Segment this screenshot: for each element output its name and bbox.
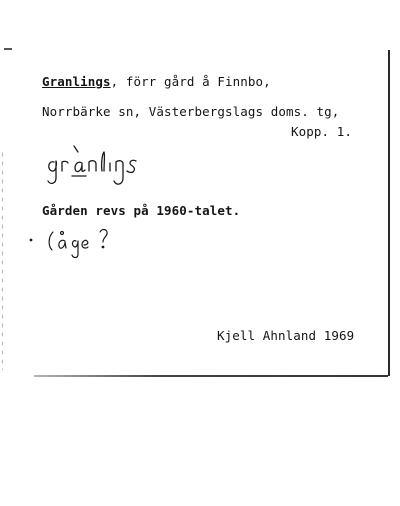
handwritten-pronunciation <box>44 140 174 196</box>
handwritten-note <box>26 224 136 264</box>
parish-line: Norrbärke sn, Västerbergslags doms. tg, <box>42 104 340 119</box>
place-description: , förr gård å Finnbo, <box>110 74 271 89</box>
card-right-edge <box>388 50 390 376</box>
signature: Kjell Ahnland 1969 <box>217 328 355 343</box>
heading-line <box>42 74 271 89</box>
demolished-note: Gården revs på 1960-talet. <box>42 203 241 218</box>
scan-speckle <box>1 150 4 370</box>
card-bottom-edge <box>34 375 388 377</box>
map-reference: Kopp. 1. <box>291 124 353 139</box>
place-name: Granlings <box>42 74 111 89</box>
margin-mark <box>4 48 12 50</box>
